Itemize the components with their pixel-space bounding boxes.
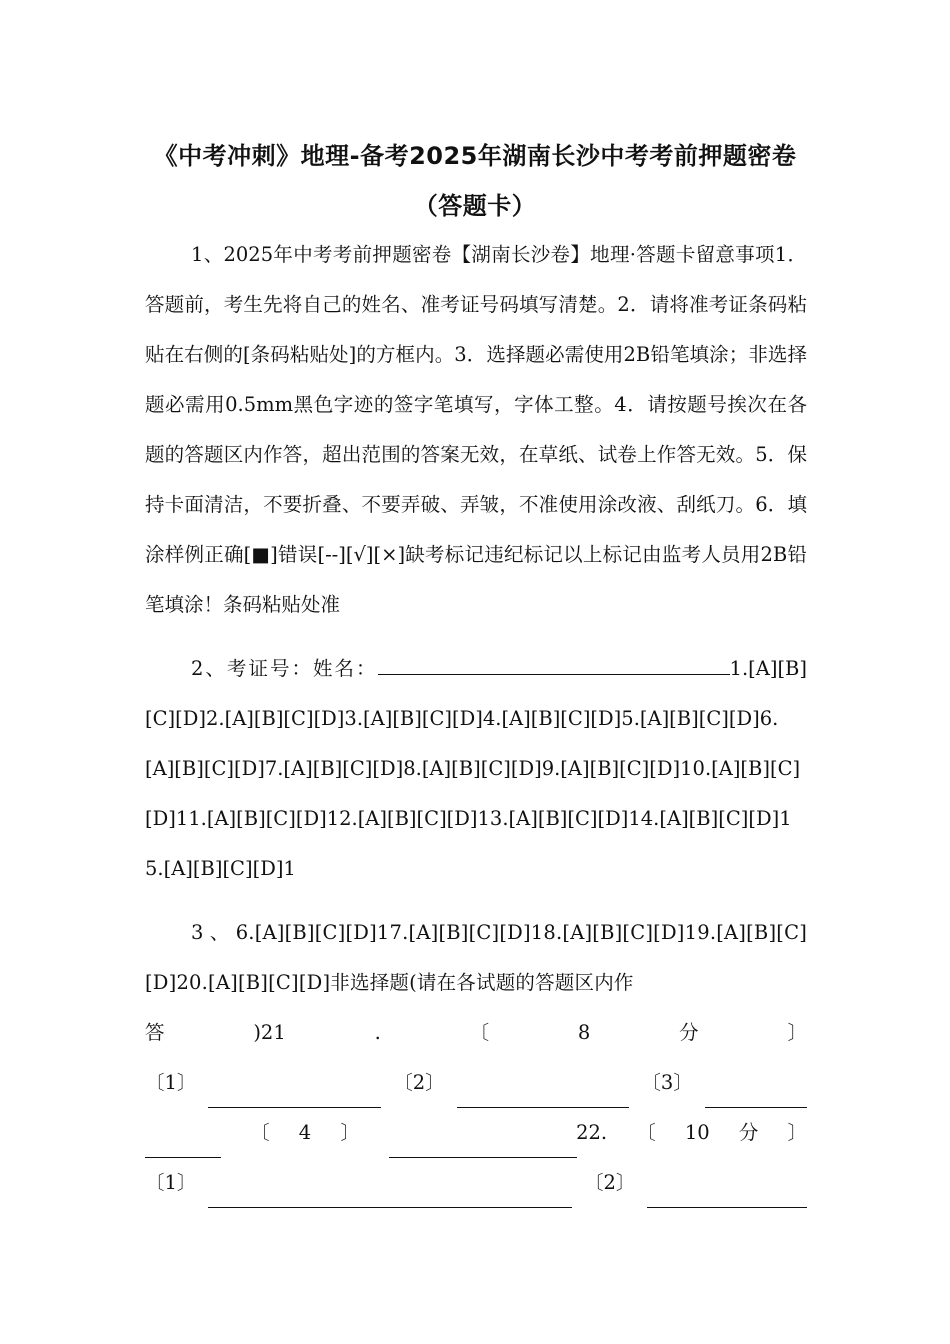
q21-sub-4-blank[interactable] (389, 1135, 577, 1158)
question-21-header (145, 1008, 807, 1058)
q22-part: 〔 (636, 1121, 656, 1144)
q21-part: 〕 (787, 1021, 807, 1044)
q22-sub-1-label: 〔1〕 (145, 1171, 197, 1194)
question-21-blanks-row-2 (145, 1108, 807, 1158)
q22-sub-2-blank[interactable] (647, 1185, 807, 1208)
document-subtitle: （答题卡） (413, 192, 537, 220)
q22-part: 分 (738, 1121, 759, 1144)
q21-part: 8 (577, 1021, 591, 1044)
instructions-paragraph: 1、2025年中考考前押题密卷【湖南长沙卷】地理·答题卡留意事项1．答题前，考生先将自己的姓名、准考证号码填写清楚。2．请将准考证条码粘贴在右侧的[条码粘贴处]的方框内。3．选择题必需使用2B铅笔填涂；非选择题必需用0.5mm黑色字迹的签字笔填写，字体工整。4．请按题号挨次在各题的答题区内作答，超出范围的答案无效，在草纸、试卷上作答无效。5．保持卡面清洁，不要折叠、不要弄破、弄皱，不准使用涂改液、刮纸刀。6．填涂样例正确[■]错误[--][√][×]缺考标记违纪标记以上标记由监考人员用2B铅笔填涂！条码粘贴处准 (145, 243, 807, 616)
document-body (145, 230, 807, 1208)
q21-sub-1-label: 〔1〕 (145, 1071, 197, 1094)
q21-part: 答 (145, 1021, 165, 1044)
document-title: 《中考冲刺》地理-备考2025年湖南长沙中考考前押题密卷 (153, 142, 797, 170)
q21-part: . (374, 1021, 381, 1044)
q21-sub-4-part: 〕 (340, 1121, 360, 1144)
q21-sub-1-blank[interactable] (208, 1085, 381, 1108)
q22-number: 22. (576, 1121, 608, 1144)
q21-sub-2-label: 〔2〕 (393, 1071, 445, 1094)
exam-id-name-label: 2、考证号：姓名： (191, 657, 378, 680)
q21-sub-4-part: 4 (298, 1121, 312, 1144)
q21-part: 〔 (469, 1021, 490, 1044)
choice-answers-text: 1.[A][B][C][D]2.[A][B][C][D]3.[A][B][C][D]4.[A][B][C][D]5.[A][B][C][D]6.[A][B][C][D]7.[A][B][C][D]8.[A][B][C][D]9.[A][B][C][D]10.[A][B][C][D]11.[A][B][C][D]12.[A][B][C][D]13.[A][B][C][D]14.[A][B][C][D]15.[A][B][C][D]1 (145, 657, 807, 880)
q21-sub-3-blank[interactable] (705, 1085, 807, 1108)
non-choice-section (145, 908, 807, 1208)
q21-part: )21 (253, 1021, 286, 1044)
q21-sub-3-blank-cont[interactable] (145, 1135, 221, 1158)
q21-sub-2-blank[interactable] (457, 1085, 630, 1108)
q22-part: 〕 (787, 1121, 807, 1144)
q21-sub-3-label: 〔3〕 (641, 1071, 693, 1094)
name-blank[interactable] (378, 652, 730, 675)
q22-sub-2-label: 〔2〕 (583, 1171, 636, 1194)
question-21-blanks-row-1 (145, 1058, 807, 1108)
q22-sub-1-blank[interactable] (208, 1185, 572, 1208)
q21-part: 分 (679, 1021, 699, 1044)
choice-answers-continued: 3、6.[A][B][C][D]17.[A][B][C][D]18.[A][B][C][D]19.[A][B][C][D]20.[A][B][C][D]非选择题(请在各试题的答题区内作 (145, 921, 807, 994)
q21-sub-4-part: 〔 (250, 1121, 270, 1144)
choice-answers-paragraph (145, 644, 807, 894)
question-22-blanks-row (145, 1158, 807, 1208)
q22-part: 10 (684, 1121, 710, 1144)
